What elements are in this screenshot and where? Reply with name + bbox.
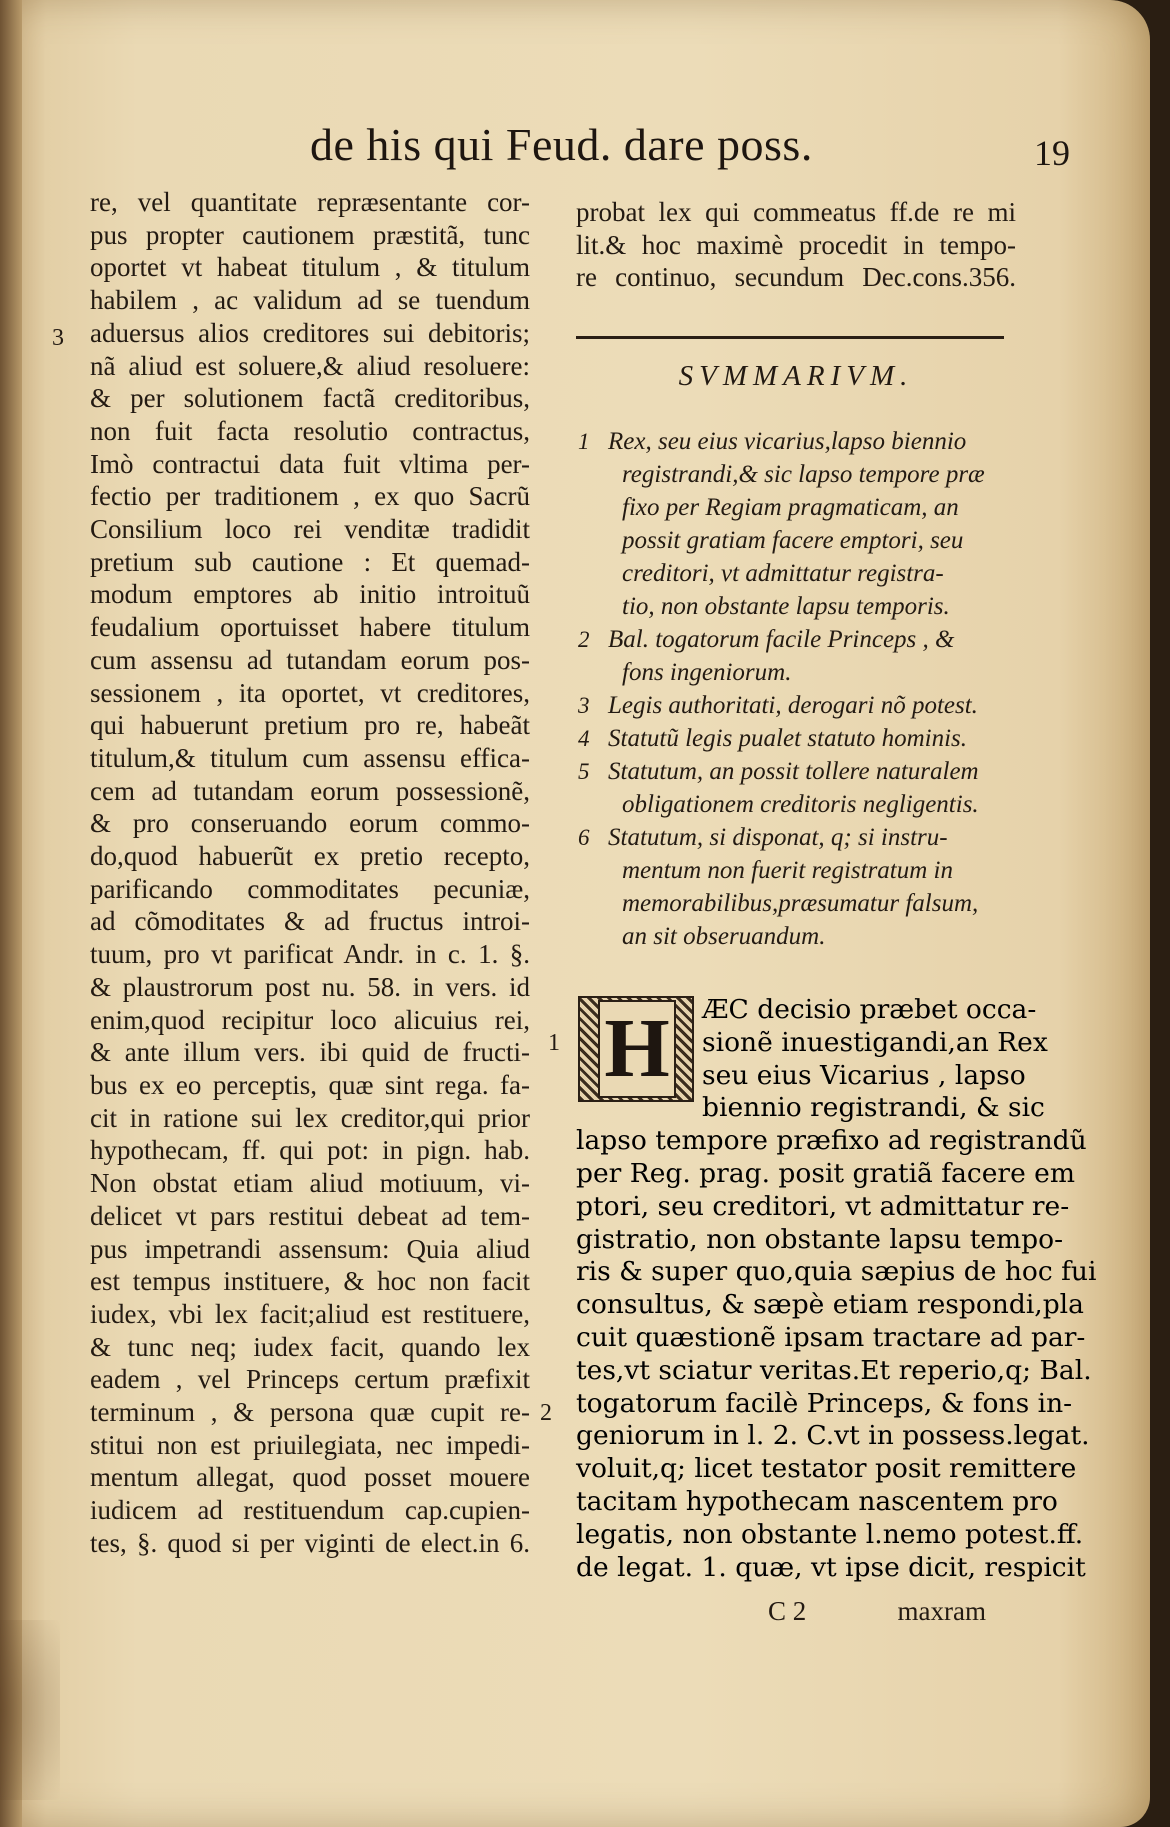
page-gutter bbox=[0, 0, 22, 1827]
right-column-body bbox=[576, 994, 1097, 1584]
text-line: sessionem , ita oportet, vt creditores, bbox=[90, 677, 530, 708]
marginal-number: 1 bbox=[548, 1030, 560, 1056]
text-line: & per solutionem factã creditoribus, bbox=[90, 383, 530, 414]
text-line: & pro conseruando eorum commo- bbox=[90, 808, 530, 839]
text-line: Imò contractui data fuit vltima per- bbox=[90, 448, 530, 479]
text-line: pretium sub cautione : Et quemad- bbox=[90, 546, 530, 577]
text-line: probat lex qui commeatus ff.de re mi bbox=[576, 197, 1016, 227]
text-line: de legat. 1. quæ, vt ipse dicit, respicit bbox=[576, 1551, 1086, 1583]
text-line: iudicem ad restituendum cap.cupien- bbox=[90, 1495, 530, 1526]
text-line: tacitam hypothecam nascentem pro bbox=[576, 1485, 1058, 1517]
text-line: mentum allegat, quod posset mouere bbox=[90, 1462, 530, 1493]
text-line: togatorum facilè Princeps, & fons in- bbox=[576, 1387, 1073, 1419]
text-line: ad cõmoditates & ad fructus introi- bbox=[90, 906, 530, 937]
text-line: ris & super quo,quia sæpius de hoc fui bbox=[576, 1256, 1097, 1288]
summary-item-line: Statutum, an possit tollere naturalem bbox=[608, 758, 979, 785]
page-stain bbox=[0, 1620, 60, 1800]
summary-item-line: obligationem creditoris negligentis. bbox=[622, 791, 979, 818]
text-line: gistratio, non obstante lapsu tempo- bbox=[576, 1223, 1064, 1255]
initial-letter: H bbox=[598, 1000, 676, 1098]
text-line: non fuit facta resolutio contractus, bbox=[90, 415, 530, 446]
signature-mark: C 2 bbox=[768, 1596, 807, 1626]
text-line: habilem , ac validum ad se tuendum bbox=[90, 285, 530, 316]
text-line: & plaustrorum post nu. 58. in vers. id bbox=[90, 971, 530, 1002]
summary-item-number: 4 bbox=[578, 726, 590, 751]
text-line: fectio per traditionem , ex quo Sacrũ bbox=[90, 481, 530, 512]
summary-item-line: Statutũ legis pualet statuto hominis. bbox=[608, 725, 968, 752]
text-line: tes,vt sciatur veritas.Et reperio,q; Bal. bbox=[576, 1354, 1092, 1386]
text-line: cuit quæstionẽ ipsam tractare ad par- bbox=[576, 1321, 1086, 1353]
text-line: stitui non est priuilegiata, nec impedi- bbox=[90, 1429, 530, 1460]
text-line: bus ex eo perceptis, quæ sint rega. fa- bbox=[90, 1069, 530, 1100]
text-line: parificando commoditates pecuniæ, bbox=[90, 873, 530, 904]
text-line: modum emptores ab initio introituũ bbox=[90, 579, 530, 610]
summary-item-number: 2 bbox=[578, 627, 590, 652]
catchword: maxram bbox=[897, 1596, 986, 1626]
text-line: oportet vt habeat titulum , & titulum bbox=[90, 252, 530, 283]
page-header bbox=[310, 118, 1070, 178]
text-line: est tempus instituere, & hoc non facit bbox=[90, 1266, 530, 1297]
text-line: cum assensu ad tutandam eorum pos- bbox=[90, 644, 530, 675]
summary-item bbox=[578, 755, 1018, 821]
text-line: cit in ratione sui lex creditor,qui prior bbox=[90, 1102, 530, 1133]
right-column-top bbox=[576, 196, 1016, 294]
text-line: lapso tempore præfixo ad registrandũ bbox=[576, 1125, 1087, 1157]
text-line: cem ad tutandam eorum possessionẽ, bbox=[90, 775, 530, 806]
summary-list bbox=[578, 425, 1018, 953]
summary-item-line: registrandi,& sic lapso tempore præ bbox=[622, 461, 985, 488]
text-line: sionẽ inuestigandi,an Rex bbox=[702, 1026, 1048, 1058]
left-column bbox=[90, 186, 530, 1560]
summary-item-number: 3 bbox=[578, 693, 590, 718]
text-line: feudalium oportuisset habere titulum bbox=[90, 612, 530, 643]
summary-item-line: Statutum, si disponat, q; si instru- bbox=[608, 824, 948, 851]
text-line: Non obstat etiam aliud motiuum, vi- bbox=[90, 1168, 530, 1199]
text-line: iudex, vbi lex facit;aliud est restituere, bbox=[90, 1298, 530, 1329]
text-line: per Reg. prag. posit gratiã facere em bbox=[576, 1157, 1075, 1189]
text-line: hypothecam, ff. qui pot: in pign. hab. bbox=[90, 1135, 530, 1166]
marginal-number: 3 bbox=[52, 325, 64, 351]
summary-item bbox=[578, 689, 1018, 722]
summary-item-line: mentum non fuerit registratum in bbox=[622, 857, 954, 884]
summary-item-line: fixo per Regiam pragmaticam, an bbox=[622, 494, 959, 521]
text-line: qui habuerunt pretium pro re, habeãt bbox=[90, 710, 530, 741]
summary-item-line: Bal. togatorum facile Princeps , & bbox=[608, 626, 955, 653]
text-line: titulum,& titulum cum assensu effica- bbox=[90, 742, 530, 773]
summary-item-line: possit gratiam facere emptori, seu bbox=[622, 527, 964, 554]
text-line: biennio registrandi, & sic bbox=[702, 1092, 1045, 1124]
text-line: pus propter cautionem præstitã, tunc bbox=[90, 219, 530, 250]
text-line: tuum, pro vt parificat Andr. in c. 1. §. bbox=[90, 939, 530, 970]
section-rule bbox=[576, 336, 1004, 339]
text-line: voluit,q; licet testator posit remittere bbox=[576, 1453, 1077, 1485]
summary-item-number: 6 bbox=[578, 825, 590, 850]
marginal-number: 2 bbox=[540, 1400, 552, 1426]
text-line: seu eius Vicarius , lapso bbox=[702, 1059, 1026, 1091]
text-line: do,quod habuerũt ex pretio recepto, bbox=[90, 841, 530, 872]
summary-title: SVMMARIVM. bbox=[678, 360, 914, 392]
summary-item-number: 5 bbox=[578, 759, 590, 784]
folio-number: 19 bbox=[1034, 133, 1070, 173]
text-line: geniorum in l. 2. C.vt in possess.legat. bbox=[576, 1420, 1090, 1452]
text-line: Consilium loco rei venditæ tradidit bbox=[90, 514, 530, 545]
summary-item-number: 1 bbox=[578, 429, 590, 454]
summary-item-line: Legis authoritati, derogari nõ potest. bbox=[608, 692, 978, 719]
text-line: aduersus alios creditores sui debitoris; bbox=[90, 317, 530, 348]
text-line: consultus, & sæpè etiam respondi,pla bbox=[576, 1289, 1084, 1321]
text-line: enim,quod recipitur loco alicuius rei, bbox=[90, 1004, 530, 1035]
text-line: delicet vt pars restitui debeat ad tem- bbox=[90, 1200, 530, 1231]
summary-item-line: Rex, seu eius vicarius,lapso biennio bbox=[608, 428, 967, 455]
summary-item bbox=[578, 425, 1018, 623]
summary-item bbox=[578, 623, 1018, 689]
summary-item bbox=[578, 821, 1018, 953]
text-line: & ante illum vers. ibi quid de fructi- bbox=[90, 1037, 530, 1068]
text-line: lit.& hoc maximè procedit in tempo- bbox=[576, 229, 1016, 260]
text-line: & tunc neq; iudex facit, quando lex bbox=[90, 1331, 530, 1362]
text-line: re continuo, secundum Dec.cons.356. bbox=[576, 262, 1016, 292]
summary-item-line: tio, non obstante lapsu temporis. bbox=[622, 593, 950, 620]
text-line: tes, §. quod si per viginti de elect.in 6. bbox=[90, 1527, 530, 1558]
summary-item-line: an sit obseruandum. bbox=[622, 923, 826, 950]
text-line: nã aliud est soluere,& aliud resoluere: bbox=[90, 350, 530, 381]
text-line: legatis, non obstante l.nemo potest.ff. bbox=[576, 1518, 1084, 1550]
text-line: eadem , vel Princeps certum præfixit bbox=[90, 1364, 530, 1395]
text-line: pus impetrandi assensum: Quia aliud bbox=[90, 1233, 530, 1264]
text-line: re, vel quantitate repræsentante cor- bbox=[90, 187, 530, 217]
summary-item-line: memorabilibus,præsumatur falsum, bbox=[622, 890, 979, 917]
summary-item-line: fons ingeniorum. bbox=[622, 659, 792, 686]
summary-item-line: creditori, vt admittatur registra- bbox=[622, 560, 944, 587]
text-line: ÆC decisio præbet occa- bbox=[702, 994, 1037, 1025]
running-head: de his qui Feud. dare poss. bbox=[310, 119, 813, 170]
text-line: ptori, seu creditori, vt admittatur re- bbox=[576, 1190, 1070, 1222]
summary-item bbox=[578, 722, 1018, 755]
text-line: terminum , & persona quæ cupit re- bbox=[90, 1397, 530, 1428]
